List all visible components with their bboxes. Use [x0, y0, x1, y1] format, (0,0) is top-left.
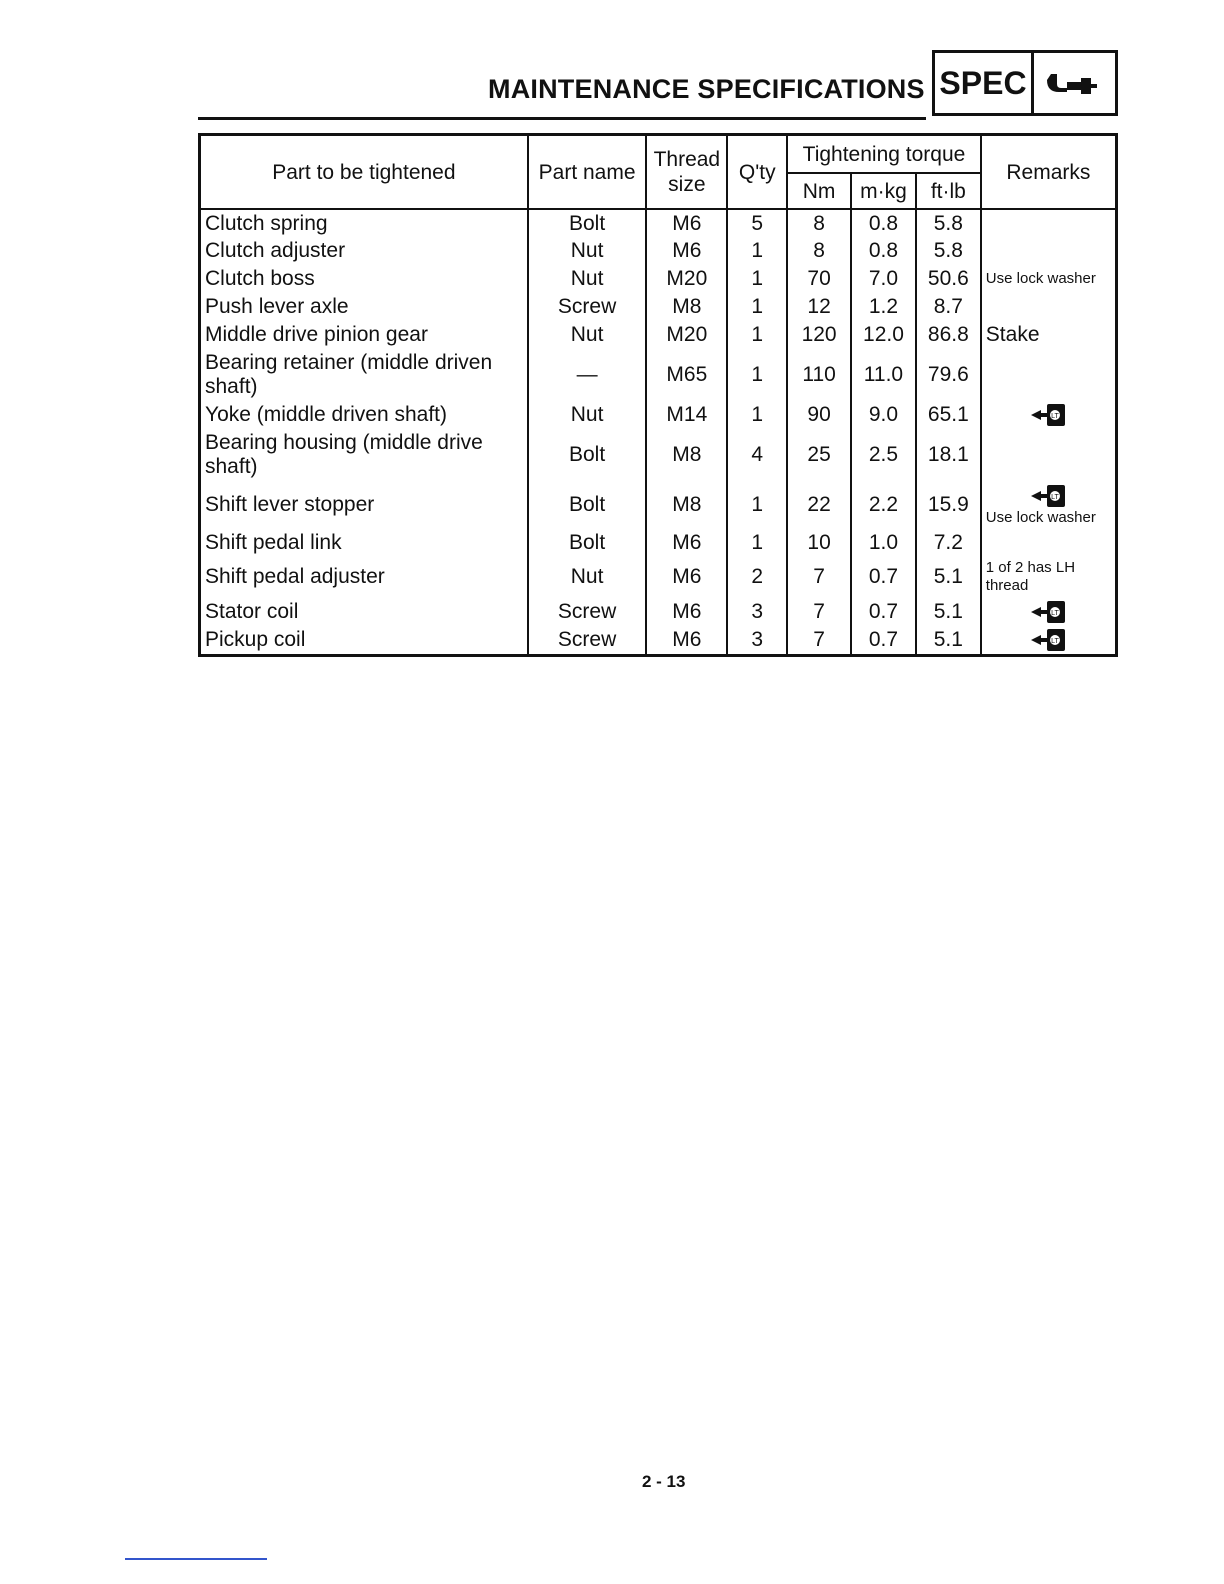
thread-cell: M6 [646, 237, 727, 265]
nm-cell: 8 [787, 237, 851, 265]
table-row [200, 557, 1117, 597]
threadlock-icon [1029, 627, 1067, 653]
col-ftlb: ft·lb [916, 173, 981, 209]
col-qty: Q'ty [727, 135, 787, 210]
qty-cell: 1 [727, 237, 787, 265]
nm-cell: 120 [787, 321, 851, 349]
remarks-cell [981, 237, 1117, 265]
col-nm: Nm [787, 173, 851, 209]
mkg-cell: 12.0 [851, 321, 916, 349]
nm-cell: 7 [787, 626, 851, 655]
col-remarks: Remarks [981, 135, 1117, 210]
nm-cell: 12 [787, 293, 851, 321]
table-row [200, 529, 1117, 557]
part-cell: Clutch adjuster [200, 237, 528, 265]
table-row [200, 429, 1117, 481]
footer-line [125, 1558, 267, 1560]
part-cell: Bearing housing (middle drive shaft) [200, 429, 528, 481]
table-row [200, 597, 1117, 626]
nm-cell: 7 [787, 557, 851, 597]
remark-text: Use lock washer [985, 509, 1096, 526]
thread-cell: M20 [646, 321, 727, 349]
thread-cell: M14 [646, 401, 727, 429]
thread-cell: M6 [646, 209, 727, 237]
ftlb-cell: 8.7 [916, 293, 981, 321]
ftlb-cell: 5.8 [916, 237, 981, 265]
mkg-cell: 0.8 [851, 237, 916, 265]
col-part: Part to be tightened [200, 135, 528, 210]
mkg-cell: 11.0 [851, 349, 916, 401]
table-row [200, 265, 1117, 293]
qty-cell: 1 [727, 481, 787, 529]
nm-cell: 22 [787, 481, 851, 529]
nm-cell: 25 [787, 429, 851, 481]
wrench-icon [1034, 53, 1115, 113]
thread-cell: M20 [646, 265, 727, 293]
table-row [200, 237, 1117, 265]
table-row [200, 293, 1117, 321]
part-name-cell: Screw [528, 293, 647, 321]
mkg-cell: 1.0 [851, 529, 916, 557]
thread-cell: M6 [646, 626, 727, 655]
part-cell: Bearing retainer (middle driven shaft) [200, 349, 528, 401]
svg-text:LT: LT [1051, 494, 1060, 501]
nm-cell: 7 [787, 597, 851, 626]
part-cell: Shift pedal adjuster [200, 557, 528, 597]
section-badge-label: SPEC [935, 53, 1034, 113]
mkg-cell: 0.7 [851, 626, 916, 655]
ftlb-cell: 5.1 [916, 557, 981, 597]
nm-cell: 90 [787, 401, 851, 429]
threadlock-icon [1029, 599, 1067, 625]
ftlb-cell: 18.1 [916, 429, 981, 481]
part-cell: Shift pedal link [200, 529, 528, 557]
part-cell: Yoke (middle driven shaft) [200, 401, 528, 429]
part-name-cell: Bolt [528, 529, 647, 557]
mkg-cell: 1.2 [851, 293, 916, 321]
torque-spec-table [198, 133, 1118, 657]
part-name-cell: Bolt [528, 481, 647, 529]
thread-cell: M8 [646, 429, 727, 481]
section-badge [932, 50, 1118, 116]
qty-cell: 5 [727, 209, 787, 237]
thread-cell: M8 [646, 293, 727, 321]
nm-cell: 8 [787, 209, 851, 237]
remarks-cell [981, 597, 1117, 626]
qty-cell: 1 [727, 529, 787, 557]
threadlock-icon [1029, 402, 1067, 428]
remarks-cell [981, 293, 1117, 321]
remarks-cell [981, 209, 1117, 237]
part-name-cell: Nut [528, 321, 647, 349]
ftlb-cell: 5.8 [916, 209, 981, 237]
thread-cell: M6 [646, 529, 727, 557]
remarks-cell [981, 529, 1117, 557]
header-rule [198, 117, 926, 120]
part-name-cell: Bolt [528, 209, 647, 237]
col-mkg: m·kg [851, 173, 916, 209]
ftlb-cell: 15.9 [916, 481, 981, 529]
table-row [200, 481, 1117, 529]
remarks-cell [981, 349, 1117, 401]
part-name-cell: Nut [528, 557, 647, 597]
mkg-cell: 0.8 [851, 209, 916, 237]
qty-cell: 1 [727, 349, 787, 401]
col-torque: Tightening torque [787, 135, 981, 174]
mkg-cell: 2.2 [851, 481, 916, 529]
part-name-cell: Nut [528, 237, 647, 265]
remarks-cell: Use lock washer [981, 265, 1117, 293]
nm-cell: 110 [787, 349, 851, 401]
part-cell: Pickup coil [200, 626, 528, 655]
qty-cell: 2 [727, 557, 787, 597]
qty-cell: 1 [727, 321, 787, 349]
part-cell: Push lever axle [200, 293, 528, 321]
nm-cell: 70 [787, 265, 851, 293]
qty-cell: 3 [727, 597, 787, 626]
qty-cell: 4 [727, 429, 787, 481]
thread-cell: M6 [646, 557, 727, 597]
ftlb-cell: 5.1 [916, 626, 981, 655]
thread-cell: M65 [646, 349, 727, 401]
thread-cell: M6 [646, 597, 727, 626]
remarks-cell [981, 401, 1117, 429]
ftlb-cell: 7.2 [916, 529, 981, 557]
part-name-cell: — [528, 349, 647, 401]
svg-text:LT: LT [1051, 413, 1060, 420]
qty-cell: 1 [727, 293, 787, 321]
part-name-cell: Screw [528, 597, 647, 626]
ftlb-cell: 79.6 [916, 349, 981, 401]
table-row [200, 349, 1117, 401]
thread-cell: M8 [646, 481, 727, 529]
mkg-cell: 0.7 [851, 597, 916, 626]
part-name-cell: Screw [528, 626, 647, 655]
ftlb-cell: 50.6 [916, 265, 981, 293]
ftlb-cell: 86.8 [916, 321, 981, 349]
table-row [200, 401, 1117, 429]
remarks-cell [981, 429, 1117, 481]
svg-text:LT: LT [1051, 609, 1060, 617]
threadlock-icon [1029, 483, 1067, 509]
remarks-cell [981, 481, 1117, 529]
table-row [200, 321, 1117, 349]
mkg-cell: 2.5 [851, 429, 916, 481]
part-name-cell: Nut [528, 265, 647, 293]
col-thread-size: Thread size [646, 135, 727, 210]
mkg-cell: 7.0 [851, 265, 916, 293]
mkg-cell: 0.7 [851, 557, 916, 597]
mkg-cell: 9.0 [851, 401, 916, 429]
part-cell: Clutch boss [200, 265, 528, 293]
remarks-cell: Stake [981, 321, 1117, 349]
qty-cell: 1 [727, 401, 787, 429]
ftlb-cell: 5.1 [916, 597, 981, 626]
part-cell: Clutch spring [200, 209, 528, 237]
page-title: MAINTENANCE SPECIFICATIONS [488, 74, 925, 104]
svg-text:LT: LT [1051, 637, 1060, 645]
nm-cell: 10 [787, 529, 851, 557]
qty-cell: 3 [727, 626, 787, 655]
part-cell: Stator coil [200, 597, 528, 626]
table-row [200, 209, 1117, 237]
part-name-cell: Bolt [528, 429, 647, 481]
page-number: 2 - 13 [642, 1472, 686, 1491]
qty-cell: 1 [727, 265, 787, 293]
remarks-cell: 1 of 2 has LH thread [981, 557, 1117, 597]
part-cell: Shift lever stopper [200, 481, 528, 529]
part-cell: Middle drive pinion gear [200, 321, 528, 349]
part-name-cell: Nut [528, 401, 647, 429]
remarks-cell [981, 626, 1117, 655]
ftlb-cell: 65.1 [916, 401, 981, 429]
col-part-name: Part name [528, 135, 647, 210]
table-row [200, 626, 1117, 655]
